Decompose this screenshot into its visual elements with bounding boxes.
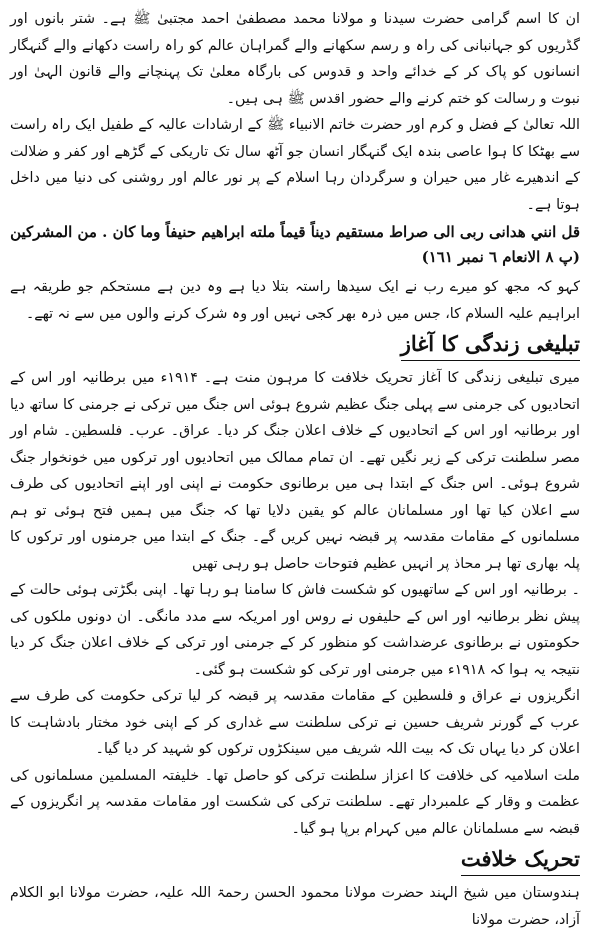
occupation-paragraph: انگریزوں نے عراق و فلسطین کے مقامات مقدسہ پر قبضہ کر لیا ترکی حکومت کی طرف سے عرب کے گورنر شریف حسین نے ترکی سلطنت سے غداری کر کے اپنی خود مختار بادشاہت کا اعلان کر دیا یہاں تک کہ بیت اللہ شریف میں سینکڑوں ترکوں کو شہید کر دیا گیا۔	[10, 688, 580, 757]
defeat-paragraph: ۔ برطانیہ اور اس کے ساتھیوں کو شکست فاش کا سامنا ہو رہا تھا۔ اپنی بگڑتی ہوئی حالت کے پیش نظر برطانیہ اور اس کے حلیفوں نے روس اور امریکہ سے مدد مانگی۔ ان دونوں ملکوں کی حکومتوں نے برطانوی عرضداشت کو منظور کر کے جرمنی اور ترکی کے خلاف اعلان جنگ کر دیا نتیجہ یہ ہوا کہ ۱۹۱۸ء میں جرمنی اور ترکی کو شکست ہو گئی۔	[10, 582, 580, 678]
section-heading-tablighi	[10, 329, 580, 361]
heading-text: تبلیغی زندگی کا آغاز	[401, 329, 580, 361]
grace-paragraph: اللہ تعالیٰ کے فضل و کرم اور حضرت خاتم الانبیاء ﷺ کے ارشادات عالیہ کے طفیل ایک راہ راست سے بھٹکا کا ہوا عاصی بندہ ایک گنہگار انسان جو آٹھ سال تک تاریکی کے گڑھے اور کفر و ضلالت کے اندھیرے غار میں حیران و سرگردان رہا اسلام کے پر نور عالم اور روشنی کی دنیا میں داخل ہوتا ہے۔	[10, 117, 580, 213]
verse-translation: کہو کہ مجھ کو میرے رب نے ایک سیدھا راستہ بتلا دیا ہے وہ دین ہے مستحکم جو طریقہ ہے ابراہیم علیہ السلام کا، جس میں ذرہ بھر کجی نہیں اور وہ شرک کرنے والوں میں سے نہ تھے۔	[10, 279, 580, 322]
caliphate-paragraph: ملت اسلامیہ کی خلافت کا اعزاز سلطنت ترکی کو حاصل تھا۔ خلیفتہ المسلمین مسلمانوں کی عظمت و وقار کے علمبردار تھے۔ سلطنت ترکی کی شکست اور مقامات مقدسہ پر انگریزوں کے قبضہ سے مسلمانان عالم میں کہرام برپا ہو گیا۔	[10, 767, 580, 837]
ww1-paragraph: میری تبلیغی زندگی کا آغاز تحریک خلافت کا مرہون منت ہے۔ ۱۹۱۴ء میں برطانیہ اور اس کے اتحادیوں کی جرمنی سے پہلی جنگ عظیم شروع ہوئی اس جنگ میں ترکی نے جرمنی کا ساتھ دیا اور برطانیہ اور اس کے اتحادیوں کے خلاف اعلان جنگ کر دیا۔ عراق۔ عرب۔ فلسطین۔ شام اور مصر سلطنت ترکی کے زیر نگیں تھے۔ ان تمام ممالک میں اتحادیوں اور ترکوں میں خونخوار جنگ شروع ہوئی۔ اس جنگ کے ابتدا ہی میں برطانوی حکومت نے اپنی اور اپنے اتحادیوں کی طرف سے اعلان کیا تھا اور مسلمانان عالم کو یقین دلایا تھا کہ جنگ میں ہمیں فتح ہوئی تو ہم مسلمانوں کے مقامات مقدسہ پر قبضہ نہیں کریں گے۔ جنگ کے ابتدا میں جرمنوں اور ترکوں کا پلہ بھاری تھا ہر محاذ پر انہیں عظیم فتوحات حاصل ہو رہی تھیں	[10, 370, 580, 572]
quran-verse: قل انني هدانى ربى الى صراط مستقيم ديناً قيماً ملته ابراهيم حنيفاً وما كان . من المشركين (پ ٨ الانعام ٦ نمبر ١٦١)	[10, 223, 580, 266]
section-heading-khilafat	[10, 844, 580, 876]
intro-paragraph: ان کا اسم گرامی حضرت سیدنا و مولانا محمد مصطفیٰ احمد مجتبیٰ ﷺ ہے۔ شتر بانوں اور گڈریوں کو جہانبانی کی راہ و رسم سکھانے والے گمراہان عالم کو راہ راست دکھانے والے گنہگار انسانوں کو پاک کر کے خدائے واحد و قدوس کی بارگاہ معلیٰ تک پہنچانے والے قانون الہیٰ اور نبوت و رسالت کو ختم کرنے والے حضور اقدس ﷺ ہی ہیں۔	[10, 11, 580, 107]
heading-text: تحریک خلافت	[461, 844, 580, 876]
closing-paragraph: ہندوستان میں شیخ الہند حضرت مولانا محمود الحسن رحمۃ اللہ علیہ، حضرت مولانا ابو الکلام آزاد، حضرت مولانا	[10, 885, 580, 928]
